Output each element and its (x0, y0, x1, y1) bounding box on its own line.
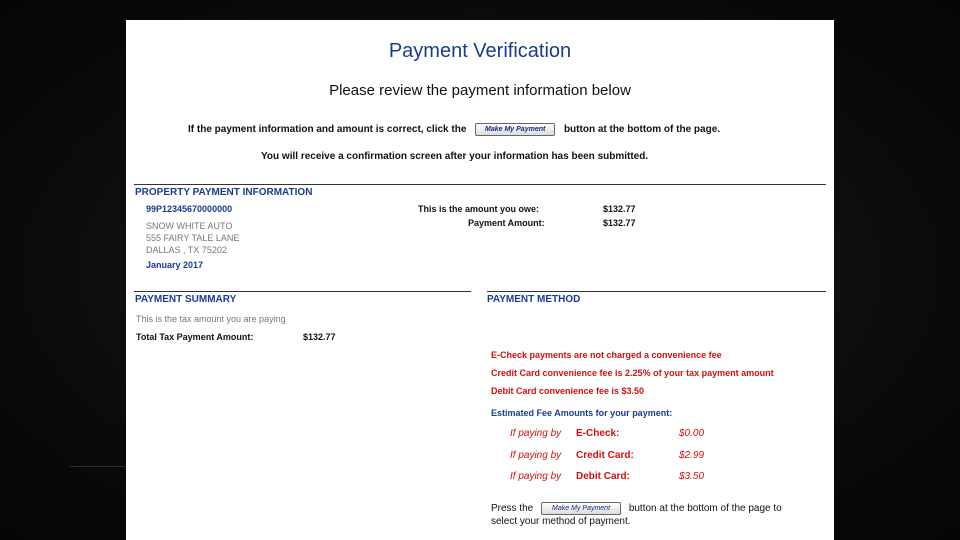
fee-row-debit-prefix: If paying by (510, 471, 562, 482)
property-name: SNOW WHITE AUTO (146, 221, 233, 231)
fee-note-debit: Debit Card convenience fee is $3.50 (491, 386, 645, 396)
summary-note: This is the tax amount you are paying (136, 314, 286, 324)
property-section-rule (134, 184, 826, 185)
press-instruction-line-2: select your method of payment. (491, 516, 631, 527)
property-period: January 2017 (146, 260, 204, 270)
payment-amount-value: $132.77 (603, 218, 636, 228)
property-street: 555 FAIRY TALE LANE (146, 233, 240, 243)
instruction-line-2: You will receive a confirmation screen after your information has been submitted. (261, 151, 649, 162)
total-tax-value: $132.77 (303, 332, 336, 342)
instruction-text-post: button at the bottom of the page. (563, 124, 721, 136)
make-payment-button-inline[interactable]: Make My Payment (475, 123, 555, 136)
method-section-title: PAYMENT METHOD (487, 294, 581, 305)
fee-row-credit-amount: $2.99 (679, 450, 705, 461)
fee-row-debit-amount: $3.50 (679, 471, 705, 482)
page-subtitle: Please review the payment information below (329, 82, 631, 99)
total-tax-label: Total Tax Payment Amount: (136, 332, 254, 342)
amount-owed-value: $132.77 (603, 204, 636, 214)
fee-row-echeck-type: E-Check: (576, 428, 620, 439)
page-title: Payment Verification (388, 40, 572, 62)
instruction-line-1 (188, 123, 720, 136)
property-city: DALLAS , TX 75202 (146, 245, 227, 255)
method-section-rule (487, 291, 826, 292)
amount-owed-label: This is the amount you owe: (418, 204, 540, 214)
press-text-pre: Press the (491, 503, 534, 515)
fee-row-echeck-amount: $0.00 (679, 428, 705, 439)
fee-note-credit: Credit Card convenience fee is 2.25% of your tax payment amount (491, 368, 774, 378)
fee-row-debit-type: Debit Card: (576, 471, 630, 482)
instruction-text-pre: If the payment information and amount is correct, click the (188, 124, 467, 136)
background-divider (70, 466, 130, 467)
fee-row-credit-type: Credit Card: (576, 450, 634, 461)
fee-note-echeck: E-Check payments are not charged a convenience fee (491, 350, 722, 360)
property-account-number: 99P12345670000000 (146, 204, 233, 214)
payment-amount-label: Payment Amount: (468, 218, 545, 228)
payment-verification-panel (126, 20, 834, 540)
press-instruction-line-1 (491, 502, 782, 515)
property-section-title: PROPERTY PAYMENT INFORMATION (135, 187, 313, 198)
fee-row-echeck-prefix: If paying by (510, 428, 562, 439)
make-payment-button-bottom[interactable]: Make My Payment (541, 502, 621, 515)
fee-row-credit-prefix: If paying by (510, 450, 562, 461)
estimated-fee-title: Estimated Fee Amounts for your payment: (491, 408, 673, 418)
press-text-post: button at the bottom of the page to (628, 503, 782, 515)
summary-section-title: PAYMENT SUMMARY (135, 294, 237, 305)
summary-section-rule (134, 291, 471, 292)
